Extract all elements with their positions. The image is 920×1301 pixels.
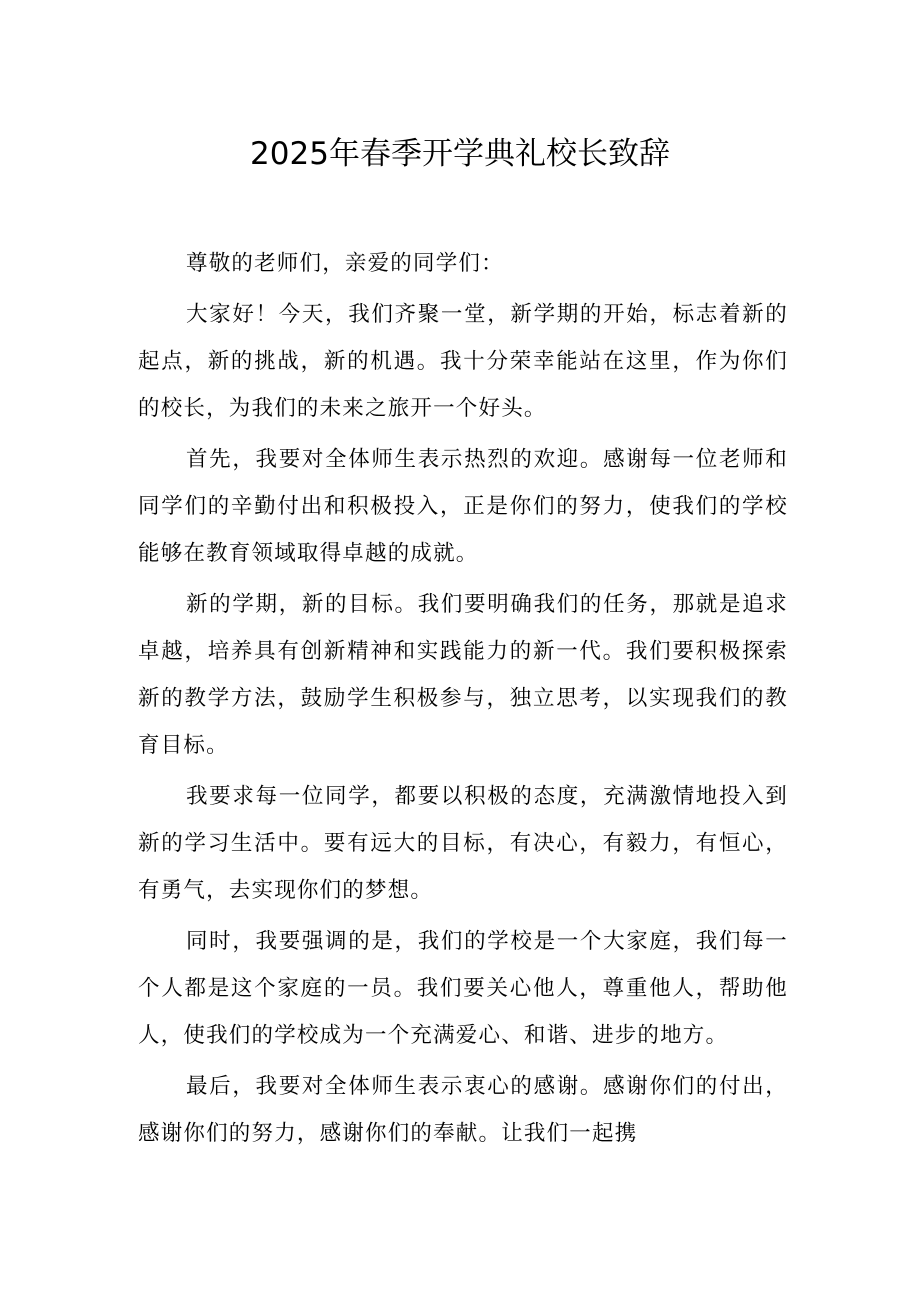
paragraph-requirements: 我要求每一位同学，都要以积极的态度，充满激情地投入到新的学习生活中。要有远大的目标，有决心，有毅力，有恒心，有勇气，去实现你们的梦想。 — [138, 784, 788, 903]
paragraph-family: 同时，我要强调的是，我们的学校是一个大家庭，我们每一个人都是这个家庭的一员。我们要关心他人，尊重他人，帮助他人，使我们的学校成为一个充满爱心、和谐、进步的地方。 — [138, 929, 788, 1048]
paragraph-welcome: 首先，我要对全体师生表示热烈的欢迎。感谢每一位老师和同学们的辛勤付出和积极投入，正是你们的努力，使我们的学校能够在教育领域取得卓越的成就。 — [138, 447, 788, 566]
salutation: 尊敬的老师们，亲爱的同学们： — [186, 251, 504, 276]
paragraph-greeting: 大家好！今天，我们齐聚一堂，新学期的开始，标志着新的起点，新的挑战，新的机遇。我十分荣幸能站在这里，作为你们的校长，为我们的未来之旅开一个好头。 — [138, 302, 788, 421]
document-title: 2025年春季开学典礼校长致辞 — [250, 136, 670, 172]
document-body — [138, 240, 788, 1161]
paragraph-thanks: 最后，我要对全体师生表示衷心的感谢。感谢你们的付出，感谢你们的努力，感谢你们的奉献。让我们一起携 — [138, 1074, 788, 1146]
paragraph-goals: 新的学期，新的目标。我们要明确我们的任务，那就是追求卓越，培养具有创新精神和实践能力的新一代。我们要积极探索新的教学方法，鼓励学生积极参与，独立思考，以实现我们的教育目标。 — [138, 592, 788, 758]
